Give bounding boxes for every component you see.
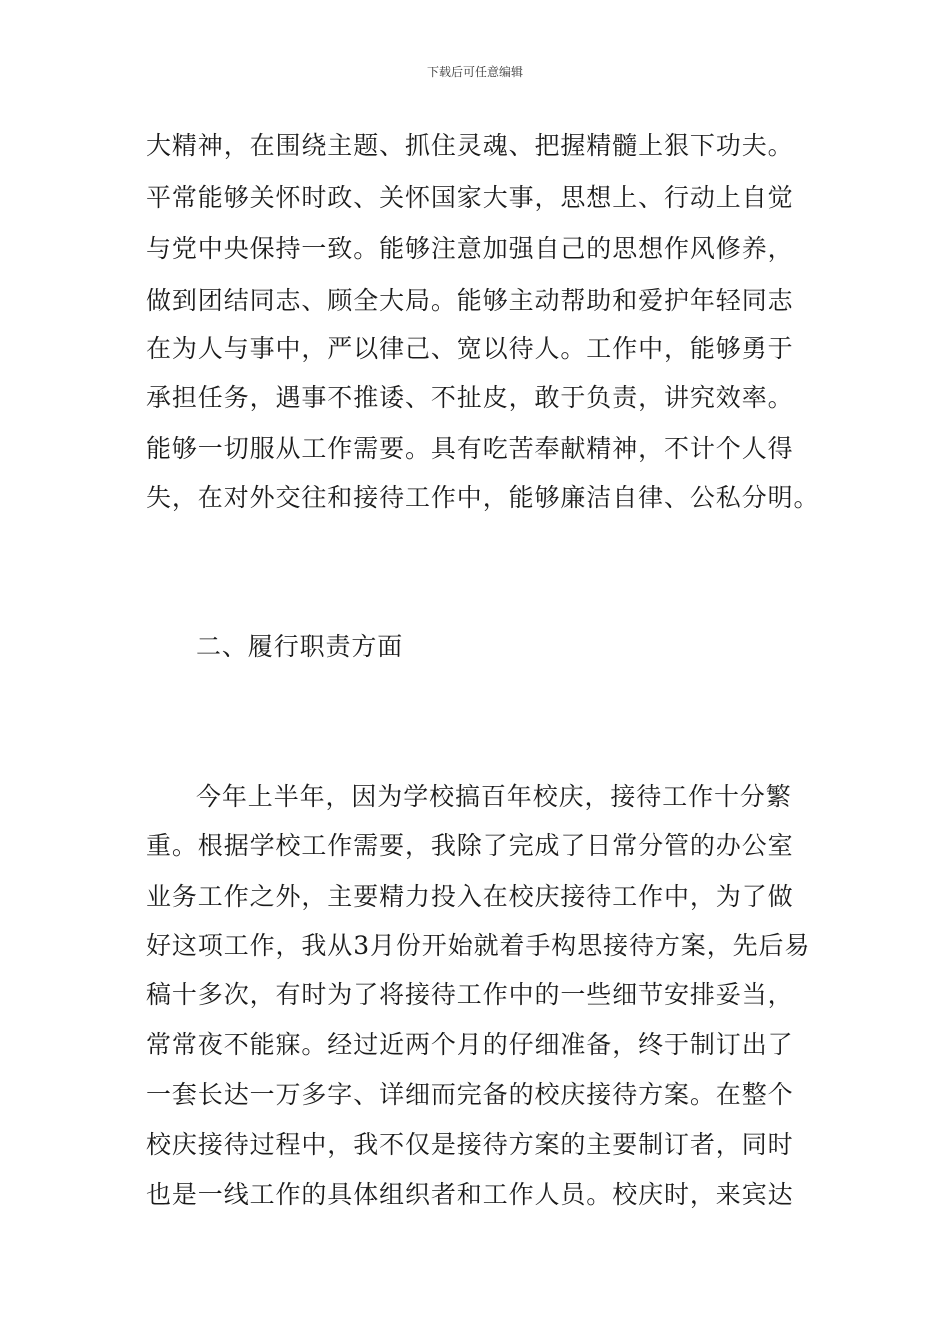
paragraph-1-line: 平常能够关怀时政、关怀国家大事，思想上、行动上自觉 xyxy=(146,183,794,212)
paragraph-2-line: 好这项工作，我从3月份开始就着手构思接待方案，先后易 xyxy=(146,931,811,960)
paragraph-2-line: 今年上半年，因为学校搞百年校庆，接待工作十分繁 xyxy=(196,782,792,811)
paragraph-2-line: 业务工作之外，主要精力投入在校庆接待工作中，为了做 xyxy=(146,882,794,911)
paragraph-2-line: 常常夜不能寐。经过近两个月的仔细准备，终于制订出了 xyxy=(146,1030,794,1059)
paragraph-1-line: 大精神，在围绕主题、抓住灵魂、把握精髓上狠下功夫。 xyxy=(146,131,794,160)
paragraph-1-line: 在为人与事中，严以律己、宽以待人。工作中，能够勇于 xyxy=(146,334,794,363)
paragraph-2-line: 一套长达一万多字、详细而完备的校庆接待方案。在整个 xyxy=(146,1080,794,1109)
paragraph-1-line: 做到团结同志、顾全大局。能够主动帮助和爱护年轻同志 xyxy=(146,286,794,315)
paragraph-1-line: 失，在对外交往和接待工作中，能够廉洁自律、公私分明。 xyxy=(146,483,820,512)
paragraph-2-line: 也是一线工作的具体组织者和工作人员。校庆时，来宾达 xyxy=(146,1180,794,1209)
paragraph-2-line: 稿十多次，有时为了将接待工作中的一些细节安排妥当， xyxy=(146,980,794,1009)
paragraph-2-line: 重。根据学校工作需要，我除了完成了日常分管的办公室 xyxy=(146,831,794,860)
paragraph-1-line: 与党中央保持一致。能够注意加强自己的思想作风修养， xyxy=(146,234,794,263)
paragraph-1-line: 能够一切服从工作需要。具有吃苦奉献精神，不计个人得 xyxy=(146,434,794,463)
section-heading: 二、履行职责方面 xyxy=(196,632,404,661)
page-header: 下载后可任意编辑 xyxy=(426,65,523,79)
paragraph-2-line: 校庆接待过程中，我不仅是接待方案的主要制订者，同时 xyxy=(146,1130,794,1159)
paragraph-1-line: 承担任务，遇事不推诿、不扯皮，敢于负责，讲究效率。 xyxy=(146,383,794,412)
